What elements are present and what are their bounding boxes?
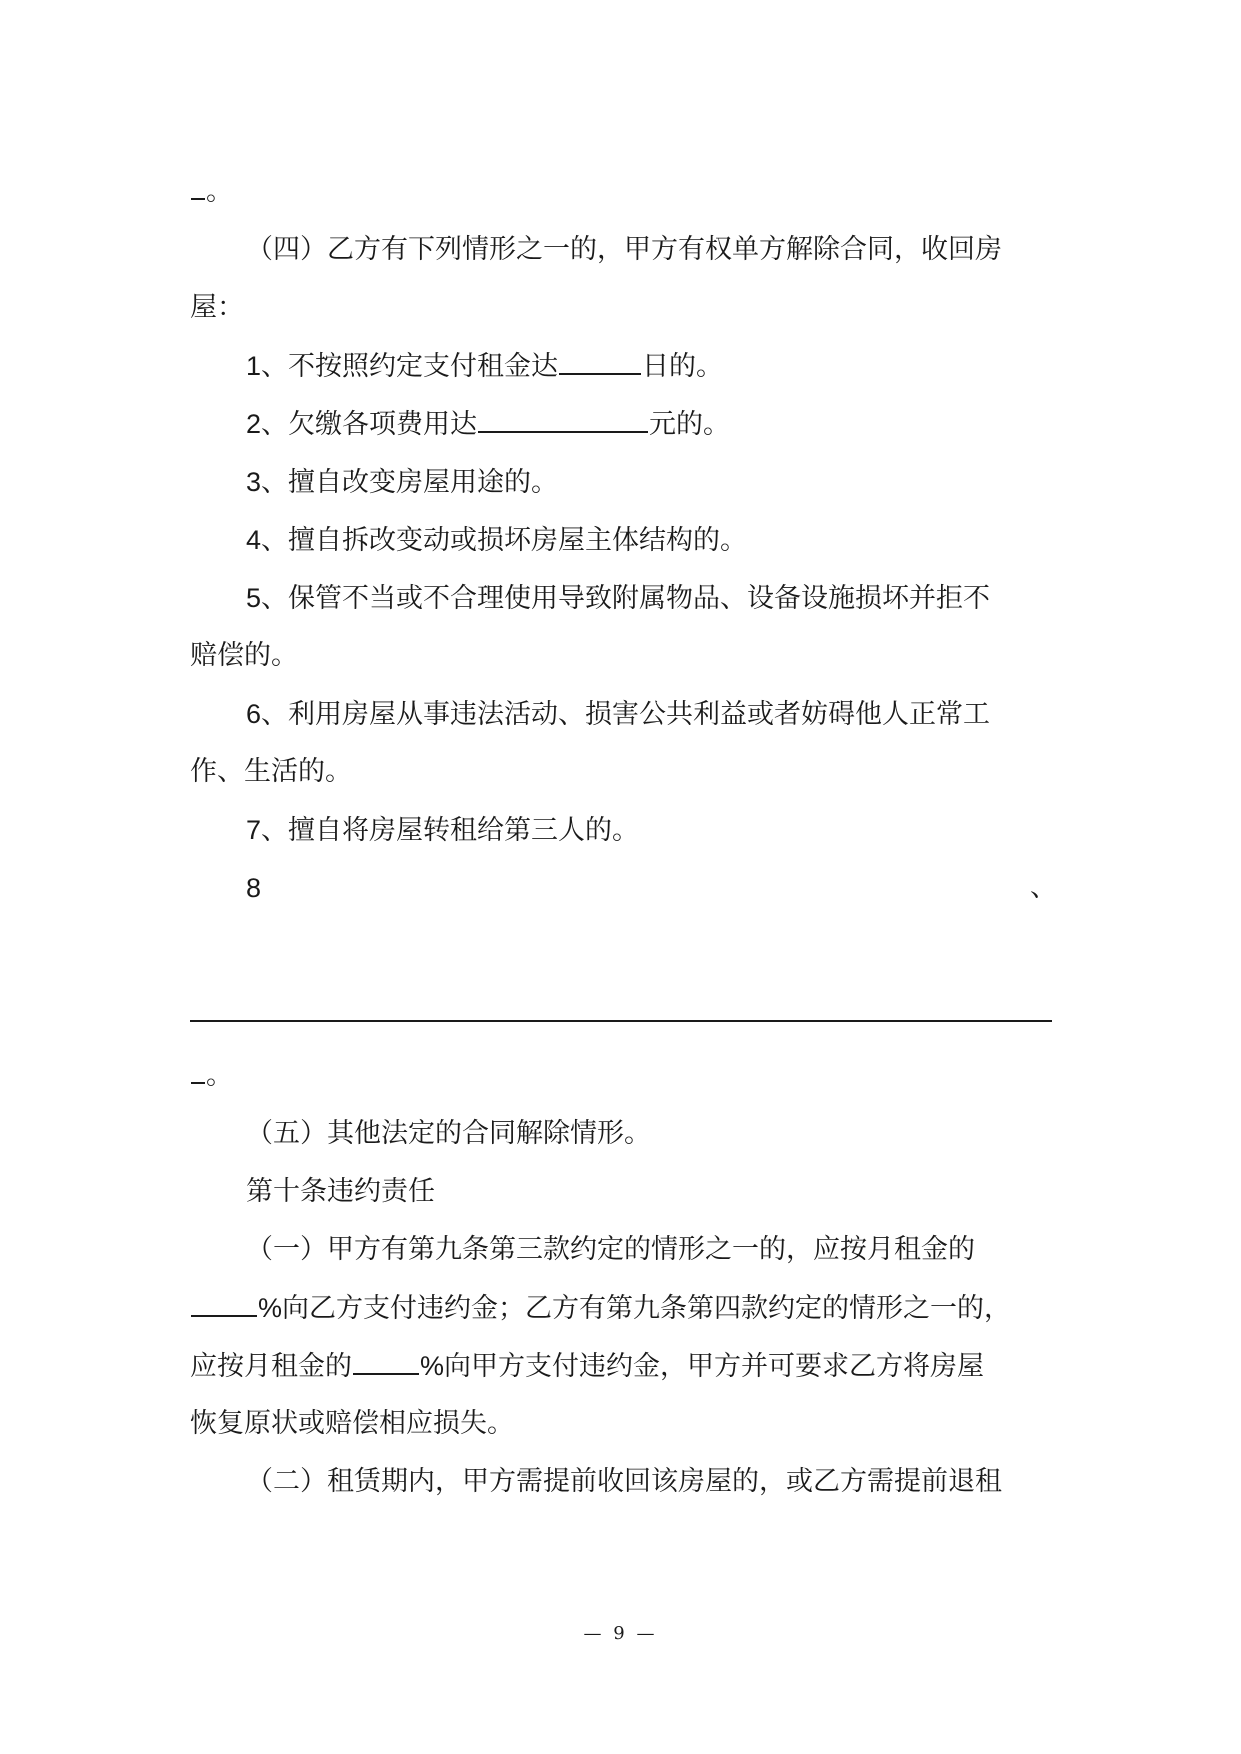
section-heading: 第十条违约责任 [246, 1176, 435, 1207]
fill-blank[interactable] [353, 1349, 419, 1375]
paragraph-line: 作、生活的。 [190, 756, 352, 787]
page-number: — 9 — [583, 1623, 658, 1644]
list-item: 3、擅自改变房屋用途的。 [246, 467, 559, 498]
paragraph-line: 恢复原状或赔偿相应损失。 [190, 1408, 514, 1439]
paragraph-line: 屋： [190, 292, 244, 323]
paragraph-line: （四）乙方有下列情形之一的，甲方有权单方解除合同，收回房 [246, 234, 1002, 265]
fill-blank[interactable] [191, 1291, 257, 1317]
fill-blank-long[interactable] [190, 1020, 1052, 1022]
list-item-mark: 、 [1030, 872, 1057, 903]
list-item: 5、保管不当或不合理使用导致附属物品、设备设施损坏并拒不 [246, 583, 991, 614]
fill-blank[interactable] [191, 174, 205, 200]
list-item: 2、欠缴各项费用达 元的。 [246, 409, 731, 440]
fill-blank[interactable] [478, 407, 648, 433]
list-item: 1、不按照约定支付租金达 日的。 [246, 351, 724, 382]
paragraph-line: 。 [190, 172, 1060, 212]
list-item: 7、擅自将房屋转租给第三人的。 [246, 815, 640, 846]
paragraph-line: 应按月租金的 %向甲方支付违约金，甲方并可要求乙方将房屋 [190, 1351, 985, 1382]
paragraph-line: 。 [190, 1056, 1060, 1096]
paragraph-line: %向乙方支付违约金；乙方有第九条第四款约定的情形之一的， [190, 1288, 1060, 1329]
fill-blank[interactable] [191, 1058, 205, 1084]
list-item: 4、擅自拆改变动或损坏房屋主体结构的。 [246, 525, 748, 556]
fill-blank[interactable] [559, 349, 641, 375]
list-item-number: 8 [246, 873, 262, 903]
paragraph-line: （二）租赁期内，甲方需提前收回该房屋的，或乙方需提前退租 [246, 1466, 1002, 1497]
paragraph-line: 赔偿的。 [190, 640, 298, 671]
paragraph-line: （五）其他法定的合同解除情形。 [246, 1118, 651, 1149]
list-item: 6、利用房屋从事违法活动、损害公共利益或者妨碍他人正常工 [246, 699, 991, 730]
paragraph-line: （一）甲方有第九条第三款约定的情形之一的，应按月租金的 [246, 1234, 975, 1265]
